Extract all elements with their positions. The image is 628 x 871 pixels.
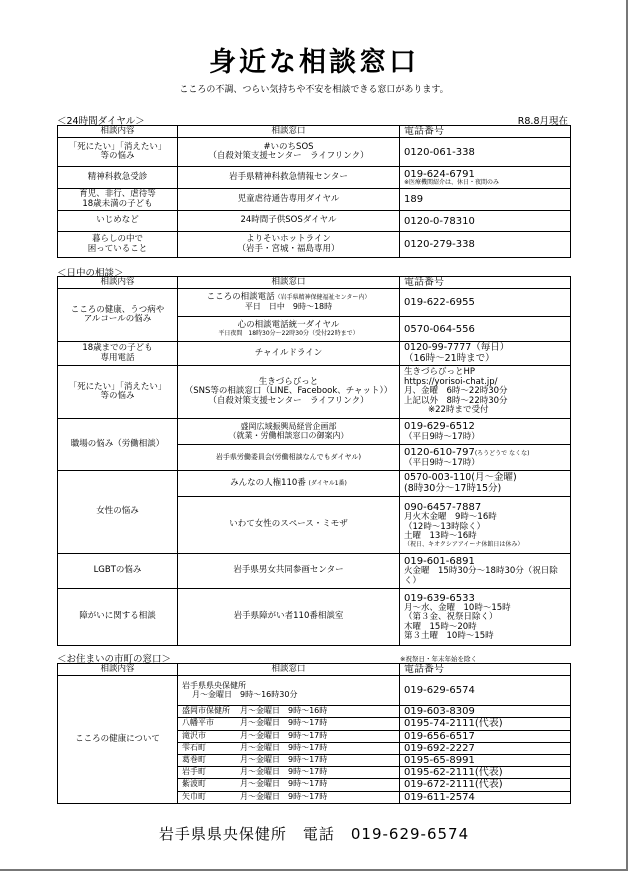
category-cell: 障がいに関する相談 [58,589,178,646]
header-category: 相談内容 [58,126,178,138]
window-cell: 岩手県男女共同参画センター [178,554,400,589]
phone-cell: 019-629-6574 [400,676,571,706]
phone-cell: 0195-62-2111(代表) [400,767,571,779]
window-cell: 心の相談電話統一ダイヤル 平日夜間 18時30分～22時30分（受付22時まで） [178,317,400,342]
phone-cell: 0120-279-338 [400,232,571,258]
window-cell: 雫石町 月～金曜日 9時～17時 [178,742,400,754]
category-cell: 「死にたい」「消えたい」 等の悩み [58,366,178,419]
window-cell: 矢巾町 月～金曜日 9時～17時 [178,791,400,803]
window-cell: こころの相談電話（岩手県精神保健福祉センター内） 平日 日中 9時～18時 [178,289,400,317]
header-phone: 電話番号 [400,664,571,676]
phone-cell: 019-672-2111(代表) [400,779,571,791]
window-cell: 児童虐待通告専用ダイヤル [178,189,400,211]
holiday-note: ※祝祭日・年末年始を除く [400,655,477,663]
phone-cell: 0120-061-338 [400,138,571,167]
phone-cell: 0195-74-2111(代表) [400,718,571,730]
table-row [58,211,571,232]
window-cell: 八幡平市 月～金曜日 9時～17時 [178,718,400,730]
phone-cell: 0120-99-7777（毎日） （16時～21時まで） [400,342,571,366]
category-cell: 18歳までの子ども 専用電話 [58,342,178,366]
phone-cell: 019-603-8309 [400,706,571,718]
table-row [58,189,571,211]
header-window: 相談窓口 [178,277,400,289]
phone-cell: 0570-064-556 [400,317,571,342]
phone-cell: 019-601-6891 火金曜 15時30分～18時30分（祝日除く） [400,554,571,589]
window-cell: 岩手県労働委員会(労働相談なんでもダイヤル) [178,445,400,471]
phone-cell: 生きづらびっとHP https://yorisoi-chat.jp/ 月、金曜 6時～22時30分 上記以外 8時～22時30分 ※22時まで受付 [400,366,571,419]
window-cell: チャイルドライン [178,342,400,366]
window-cell: 滝沢市 月～金曜日 9時～17時 [178,730,400,742]
phone-cell: 0570-003-110(月～金曜) (8時30分～17時15分) [400,471,571,497]
phone-cell: 0120-610-797(ろうどうで なくな) （平日9時～17時） [400,445,571,471]
table-row [58,232,571,258]
window-cell: 24時間子供SOSダイヤル [178,211,400,232]
table-row [58,676,571,706]
table-row [58,589,571,646]
table-row [58,419,571,445]
table-row [58,471,571,497]
window-cell: 岩手県精神科救急情報センター [178,167,400,189]
phone-cell: 019-629-6512 （平日9時～17時） [400,419,571,445]
as-of-date: R8.8月現在 [517,116,568,127]
header-category: 相談内容 [58,277,178,289]
section-24h-heading: ＜24時間ダイヤル＞ [57,116,145,127]
phone-cell: 019-639-6533 月～水、金曜 10時～15時 （第３金、祝祭日除く） 木曜 15時～20時 第３土曜 10時～15時 [400,589,571,646]
window-cell: #いのちSOS （自殺対策支援センター ライフリンク） [178,138,400,167]
category-cell: いじめなど [58,211,178,232]
table-row [58,342,571,366]
category-cell: 精神科救急受診 [58,167,178,189]
section-daytime-heading: ＜日中の相談＞ [57,268,124,279]
category-cell: 女性の悩み [58,471,178,554]
header-window: 相談窓口 [178,664,400,676]
phone-cell: 019-692-2227 [400,742,571,754]
window-cell: 岩手県県央保健所 月～金曜日 9時～16時30分 [178,676,400,706]
window-cell: 岩手町 月～金曜日 9時～17時 [178,767,400,779]
phone-cell: 019-611-2574 [400,791,571,803]
window-cell: 盛岡広域振興局経営企画部 （就業・労働相談窓口の御案内） [178,419,400,445]
category-cell: 「死にたい」「消えたい」 等の悩み [58,138,178,167]
window-cell: 紫波町 月～金曜日 9時～17時 [178,779,400,791]
table-city [57,663,571,804]
category-cell: こころの健康、うつ病や アルコールの悩み [58,289,178,342]
table-row [58,366,571,419]
phone-cell: 019-622-6955 [400,289,571,317]
window-cell: 盛岡市保健所 月～金曜日 9時～16時 [178,706,400,718]
phone-cell: 189 [400,189,571,211]
window-cell: 葛巻町 月～金曜日 9時～17時 [178,754,400,766]
section-city-heading: ＜お住まいの市町の窓口＞ [57,654,172,665]
phone-cell: 019-624-6791 ※医療機関紹介は、休日・夜間のみ [400,167,571,189]
header-window: 相談窓口 [178,126,400,138]
category-cell: 育児、非行、虐待等 18歳未満の子ども [58,189,178,211]
phone-cell: 019-656-6517 [400,730,571,742]
header-category: 相談内容 [58,664,178,676]
table-row [58,289,571,317]
window-cell: いわて女性のスペース・ミモザ [178,497,400,554]
phone-cell: 0120-0-78310 [400,211,571,232]
page-subtitle: こころの不調、つらい気持ちや不安を相談できる窓口があります。 [179,85,449,95]
header-phone: 電話番号 [400,126,571,138]
footer-contact: 岩手県県央保健所 電話 019-629-6574 [158,825,470,843]
page-title: 身近な相談窓口 [209,47,419,78]
window-cell: よりそいホットライン （岩手・宮城・福島専用） [178,232,400,258]
window-cell: 岩手県障がい者110番相談室 [178,589,400,646]
category-cell: 職場の悩み（労働相談） [58,419,178,471]
window-cell: 生きづらびっと （SNS等の相談窓口（LINE、Facebook、チャット）） （自殺対策支援センター ライフリンク） [178,366,400,419]
phone-cell: 090-6457-7887 月火木金曜 9時～16時 （12時～13時除く） 土曜 13時～16時 （祝日、キオクシアアイーナ休館日は休み） [400,497,571,554]
category-cell: LGBTの悩み [58,554,178,589]
header-phone: 電話番号 [400,277,571,289]
table-row [58,554,571,589]
category-cell: こころの健康について [58,676,178,804]
phone-cell: 0195-65-8991 [400,754,571,766]
table-24h [57,125,571,258]
table-daytime [57,276,571,646]
category-cell: 暮らしの中で 困っていること [58,232,178,258]
window-cell: みんなの人権110番 (ダイヤル1番) [178,471,400,497]
table-row [58,167,571,189]
table-row [58,138,571,167]
